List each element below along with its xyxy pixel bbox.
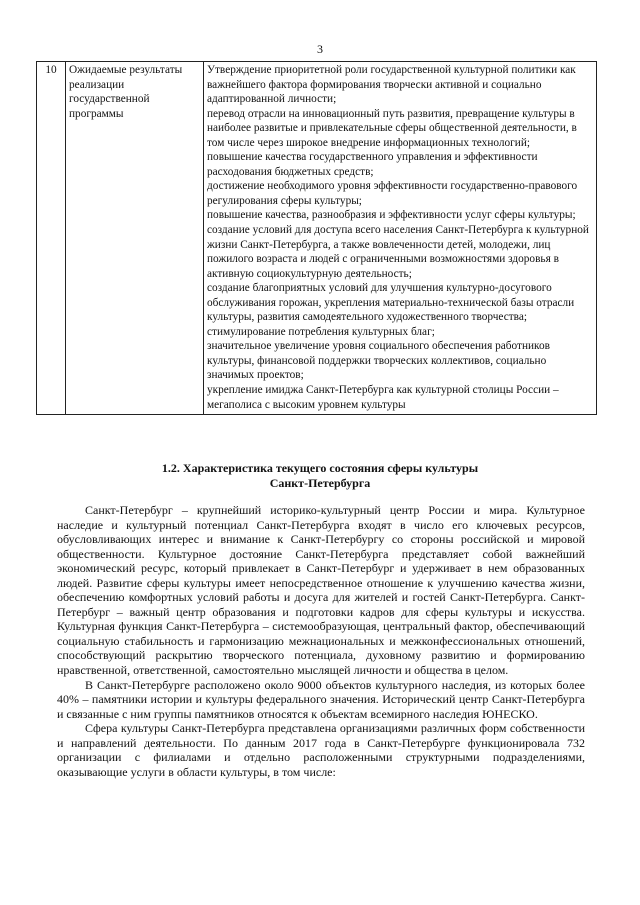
result-item: Утверждение приоритетной роли государственной культурной политики как важнейшего фактора формирования творчески активной и социально адаптированной личности;: [207, 64, 576, 106]
result-item: повышение качества государственного управления и эффективности расходования бюджетных средств;: [207, 151, 538, 178]
section-heading-line: 1.2. Характеристика текущего состояния сферы культуры: [161, 461, 479, 475]
result-item: достижение необходимого уровня эффективности государственно-правового регулирования сферы культуры;: [207, 180, 578, 207]
section-heading: [0, 461, 640, 490]
page-number: 3: [317, 42, 323, 56]
result-item: создание условий для доступа всего населения Санкт-Петербурга к культурной жизни Санкт-Петербурга, а также вовлеченности детей, молодежи, лиц пожилого возраста и людей с ограниченными возможностями здоровья в активную социокультурную деятельность;: [207, 224, 589, 280]
section-heading-line: Санкт-Петербурга: [269, 475, 371, 490]
result-item: перевод отрасли на инновационный путь развития, превращение культуры в наиболее развитые и привлекательные сферы общественной деятельности, в том числе через широкое внедрение информационных технологий;: [207, 107, 577, 149]
result-item: укрепление имиджа Санкт-Петербурга как культурной столицы России – мегаполиса с высоким уровнем культуры: [207, 384, 559, 411]
expected-results-cell: [204, 62, 597, 415]
result-item: повышение качества, разнообразия и эффективности услуг сферы культуры;: [207, 209, 576, 222]
result-item: создание благоприятных условий для улучшения культурно-досугового обслуживания горожан, укрепления материально-технической базы отрасли культуры, развития самодеятельного художественного творчества;: [207, 282, 575, 324]
result-item: стимулирование потребления культурных благ;: [207, 325, 435, 338]
row-label-cell: Ожидаемые результаты реализации государственной программы: [66, 62, 204, 415]
paragraph: Санкт-Петербург – крупнейший историко-культурный центр России и мира. Культурное наследие и культурный потенциал Санкт-Петербурга входят в число его ключевых ресурсов, обусловливающих интерес и внимание к Санкт-Петербургу со стороны российской и мировой общественности. Культурное достояние Санкт-Петербурга представляет собой важнейший экономический ресурс, который привлекает в Санкт-Петербург и удерживает в нем образованных людей. Развитие сферы культуры имеет непосредственное отношение к улучшению качества жизни, обеспечению комфортных условий работы и досуга для жителей и гостей Санкт-Петербурга. Санкт-Петербург – важный центр образования и подготовки кадров для сферы культуры и искусства. Культурная функция Санкт-Петербурга – системообразующая, центральный фактор, обеспечивающий социальную стабильность и гармонизацию межнациональных и межконфессиональных отношений, способствующий раскрытию творческого потенциала, духовному развитию и формированию нравственной, ответственной, самостоятельно мыслящей личности и общества в целом.: [57, 503, 585, 678]
paragraph: Сфера культуры Санкт-Петербурга представлена организациями различных форм собственности и направлений деятельности. По данным 2017 года в Санкт-Петербурге функционировала 732 организации с филиалами и отдельно расположенными структурными подразделениями, оказывающие услуги в области культуры, в том числе:: [57, 721, 585, 779]
result-item: значительное увеличение уровня социального обеспечения работников культуры, финансовой поддержки творческих коллективов, социально значимых проектов;: [207, 340, 550, 382]
table-row: [37, 62, 597, 415]
paragraph: В Санкт-Петербурге расположено около 9000 объектов культурного наследия, из которых более 40% – памятники истории и культуры федерального значения. Исторический центр Санкт-Петербурга и связанные с ним группы памятников относятся к объектам всемирного наследия ЮНЕСКО.: [57, 677, 585, 721]
row-number-cell: 10: [37, 62, 66, 415]
section-body: [57, 503, 585, 779]
program-table: [36, 61, 597, 415]
